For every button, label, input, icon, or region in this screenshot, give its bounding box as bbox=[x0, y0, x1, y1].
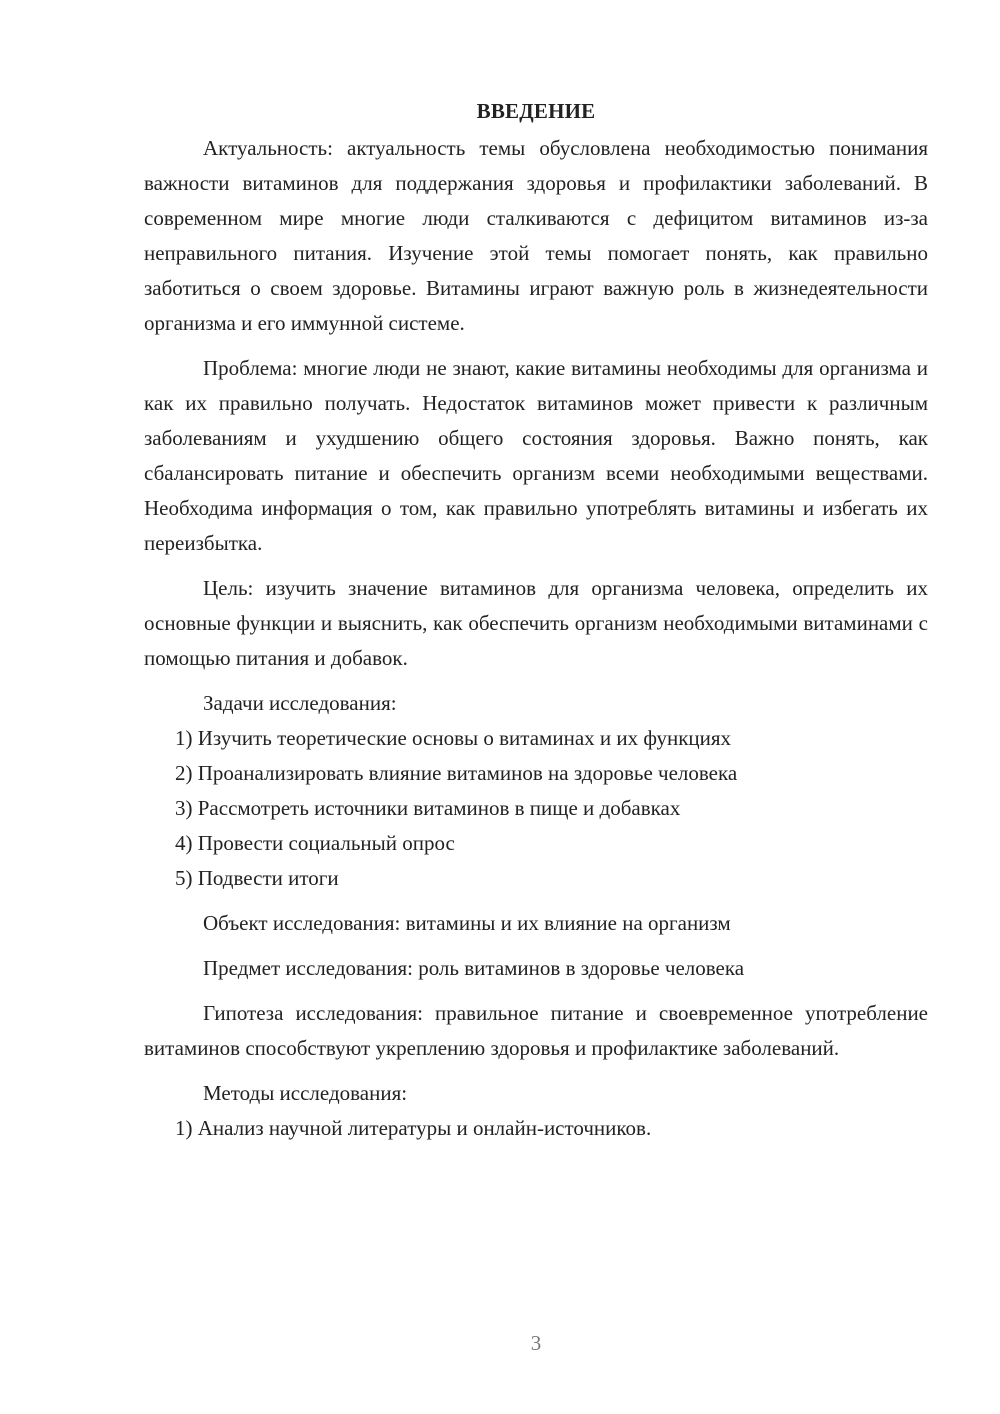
goal-paragraph: Цель: изучить значение витаминов для организма человека, определить их основные функции и выяснить, как обеспечить организм необходимыми витаминами с помощью питания и добавок. bbox=[144, 576, 928, 670]
task-item-4: 4) Провести социальный опрос bbox=[175, 831, 455, 855]
problem-paragraph: Проблема: многие люди не знают, какие витамины необходимы для организма и как их правильно получать. Недостаток витаминов может привести к различным заболеваниям и ухудшению общего состояния здоровья. Важно понять, как сбалансировать питание и обеспечить организм всеми необходимыми веществами. Необходима информация о том, как правильно употреблять витамины и избегать их переизбытка. bbox=[144, 356, 928, 555]
document-body bbox=[144, 94, 928, 1146]
methods-list bbox=[144, 1111, 928, 1146]
hypothesis-paragraph: Гипотеза исследования: правильное питание и своевременное употребление витаминов способствуют укреплению здоровья и профилактике заболеваний. bbox=[144, 1001, 928, 1060]
task-item-3: 3) Рассмотреть источники витаминов в пище и добавках bbox=[175, 796, 681, 820]
method-item-1: 1) Анализ научной литературы и онлайн-источников. bbox=[175, 1116, 652, 1140]
relevance-paragraph: Актуальность: актуальность темы обусловлена необходимостью понимания важности витаминов для поддержания здоровья и профилактики заболеваний. В современном мире многие люди сталкиваются с дефицитом витаминов из-за неправильного питания. Изучение этой темы помогает понять, как правильно заботиться о своем здоровье. Витамины играют важную роль в жизнедеятельности организма и его иммунной системе. bbox=[144, 136, 928, 335]
task-item-1: 1) Изучить теоретические основы о витаминах и их функциях bbox=[175, 726, 732, 750]
page-number: 3 bbox=[530, 1331, 542, 1355]
task-item-5: 5) Подвести итоги bbox=[175, 866, 339, 890]
tasks-heading: Задачи исследования: bbox=[203, 691, 397, 715]
methods-heading: Методы исследования: bbox=[203, 1081, 408, 1105]
research-subject: Предмет исследования: роль витаминов в здоровье человека bbox=[203, 956, 745, 980]
task-item-2: 2) Проанализировать влияние витаминов на здоровье человека bbox=[175, 761, 738, 785]
tasks-list bbox=[144, 721, 928, 896]
page-title: ВВЕДЕНИЕ bbox=[476, 99, 596, 123]
research-object: Объект исследования: витамины и их влияние на организм bbox=[203, 911, 731, 935]
